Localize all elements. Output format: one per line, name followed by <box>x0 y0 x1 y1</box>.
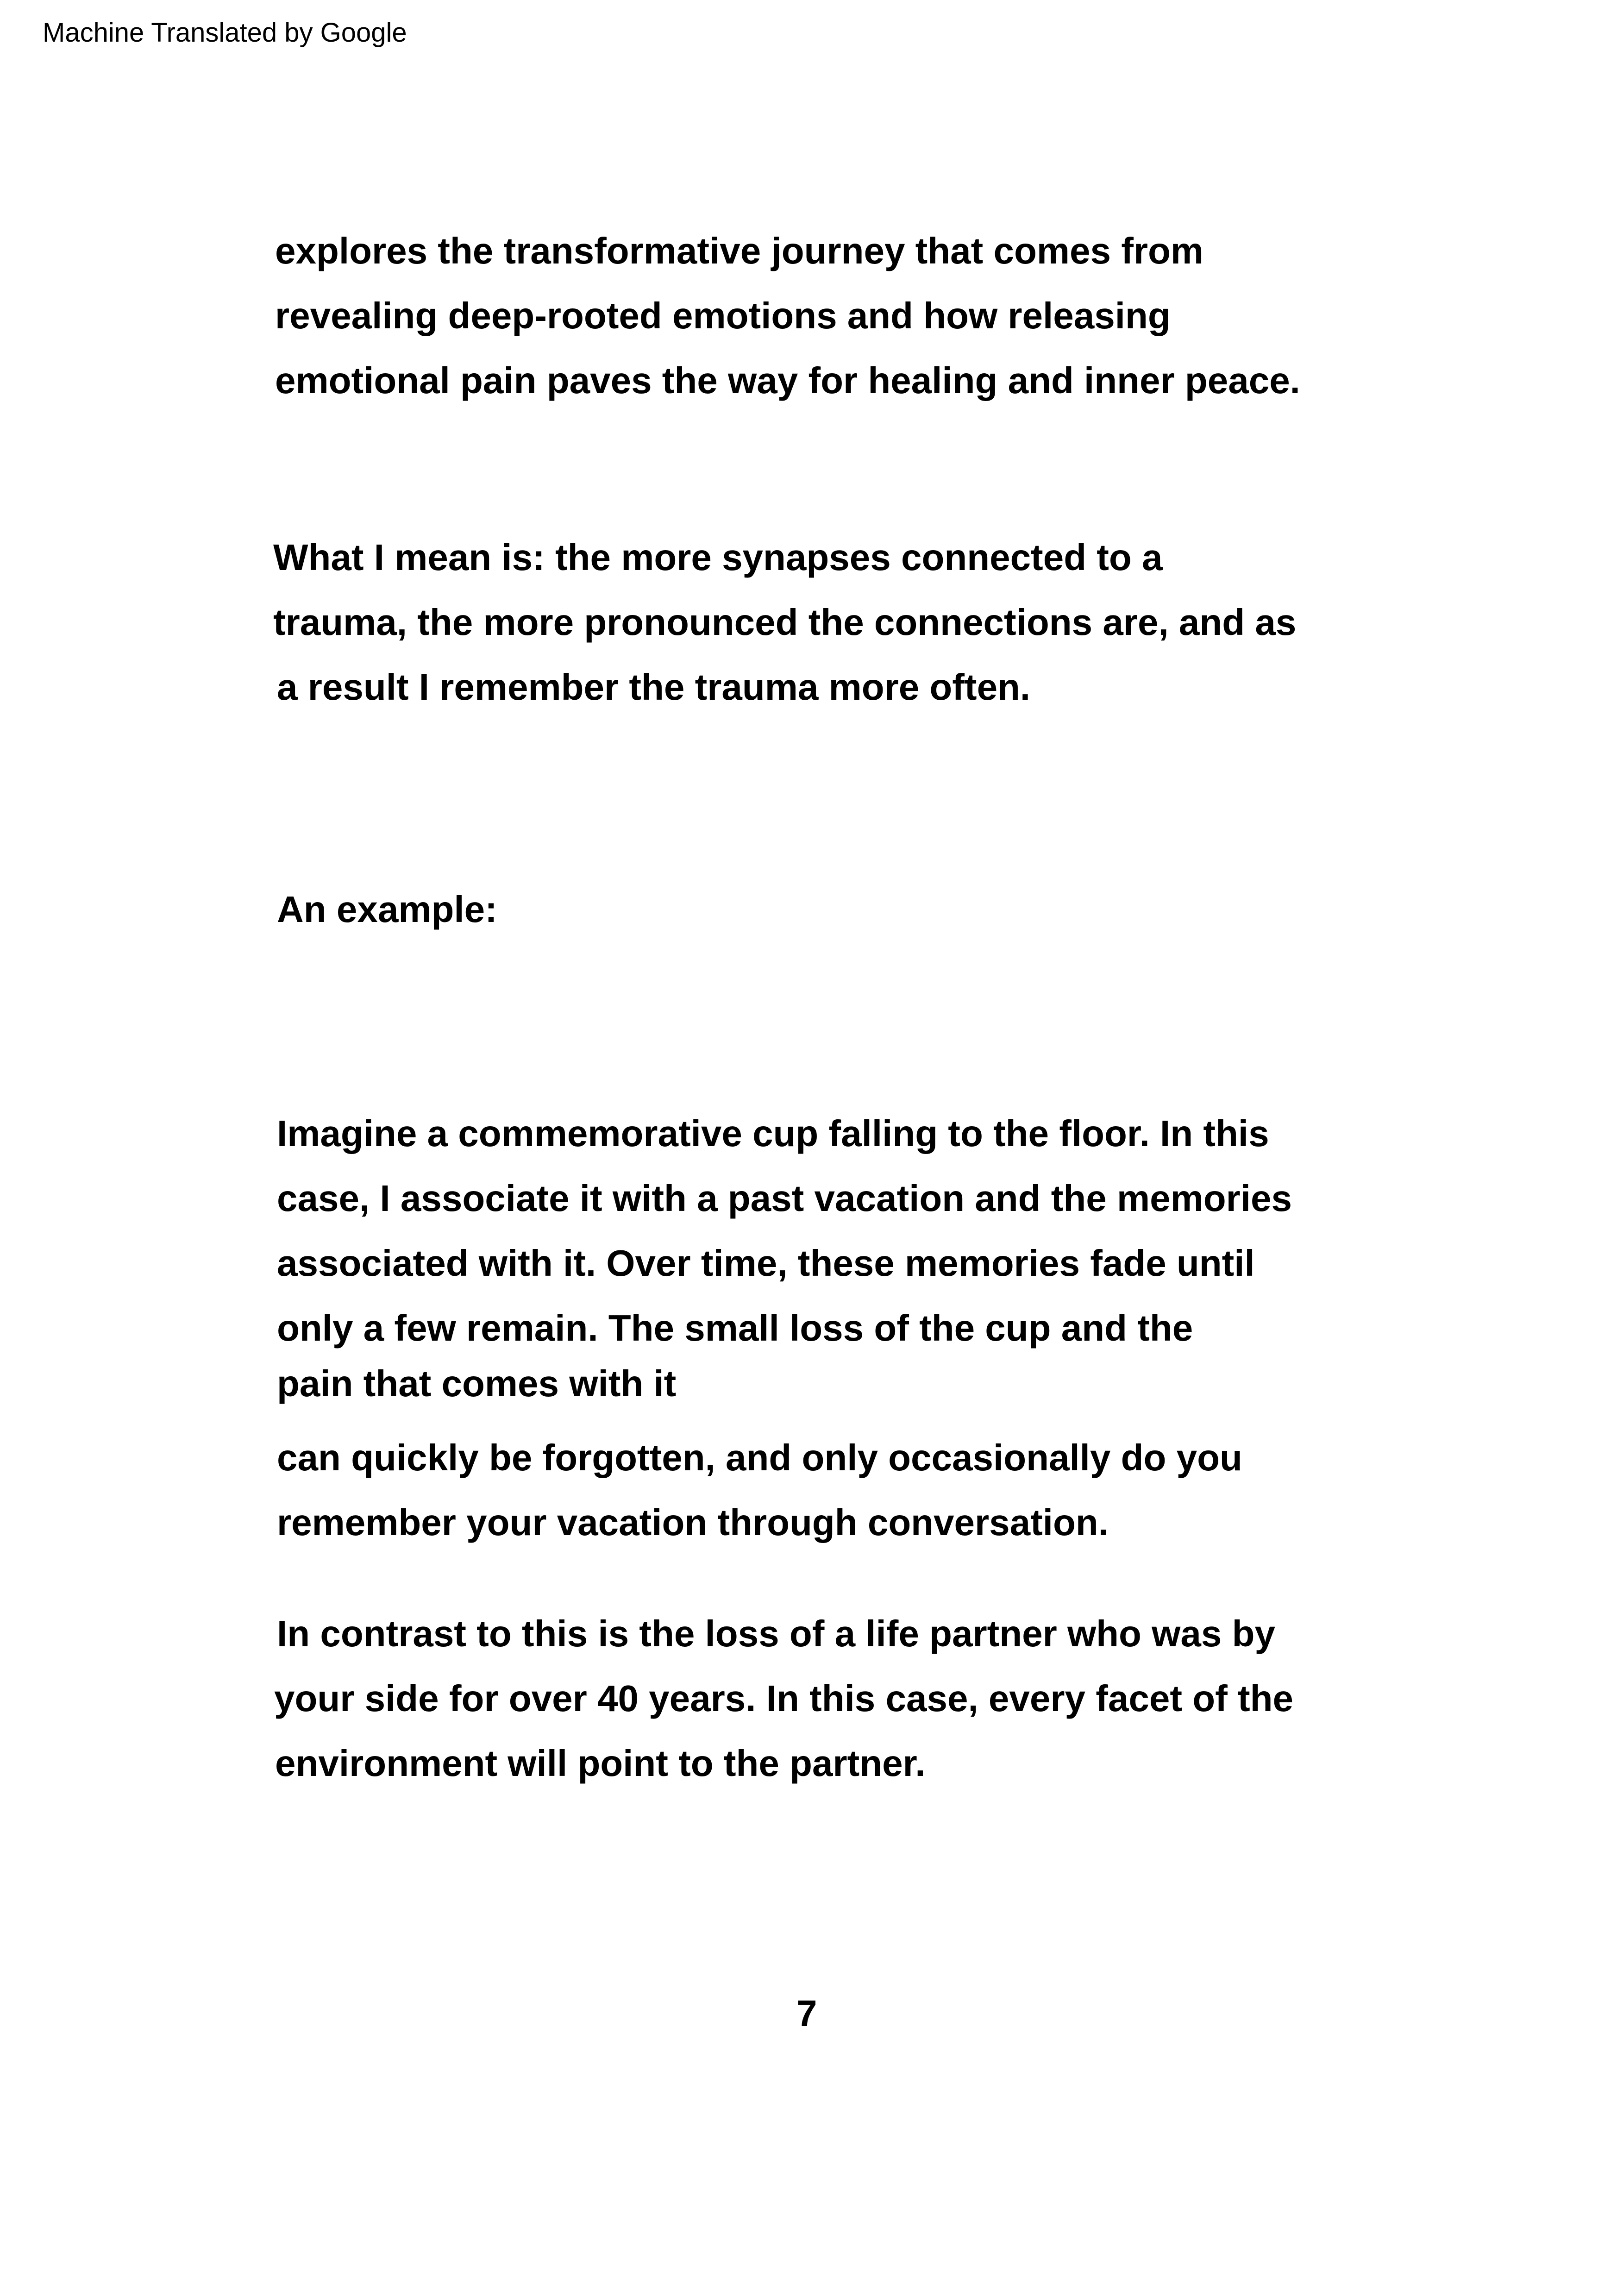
text-line: What I mean is: the more synapses connected to a <box>273 537 1163 578</box>
text-line: a result I remember the trauma more often. <box>277 666 1031 708</box>
text-line: revealing deep-rooted emotions and how releasing <box>275 295 1171 336</box>
text-line: In contrast to this is the loss of a life partner who was by <box>277 1613 1275 1654</box>
machine-translation-banner: Machine Translated by Google <box>43 18 407 48</box>
text-line: remember your vacation through conversation. <box>277 1502 1109 1543</box>
text-line: environment will point to the partner. <box>275 1743 926 1784</box>
text-line: only a few remain. The small loss of the cup and the <box>277 1307 1193 1349</box>
text-line: trauma, the more pronounced the connections are, and as <box>273 602 1297 643</box>
text-line: explores the transformative journey that comes from <box>275 230 1203 271</box>
text-line: associated with it. Over time, these memories fade until <box>277 1242 1255 1284</box>
text-line: Imagine a commemorative cup falling to the floor. In this <box>277 1113 1269 1154</box>
text-line: pain that comes with it <box>277 1363 677 1404</box>
text-line: your side for over 40 years. In this case, every facet of the <box>274 1678 1293 1719</box>
text-line: case, I associate it with a past vacation and the memories <box>277 1178 1292 1219</box>
page-number: 7 <box>796 1993 817 2034</box>
text-line: emotional pain paves the way for healing and inner peace. <box>275 360 1300 401</box>
text-line: An example: <box>277 889 497 930</box>
text-line: can quickly be forgotten, and only occasionally do you <box>277 1437 1242 1478</box>
